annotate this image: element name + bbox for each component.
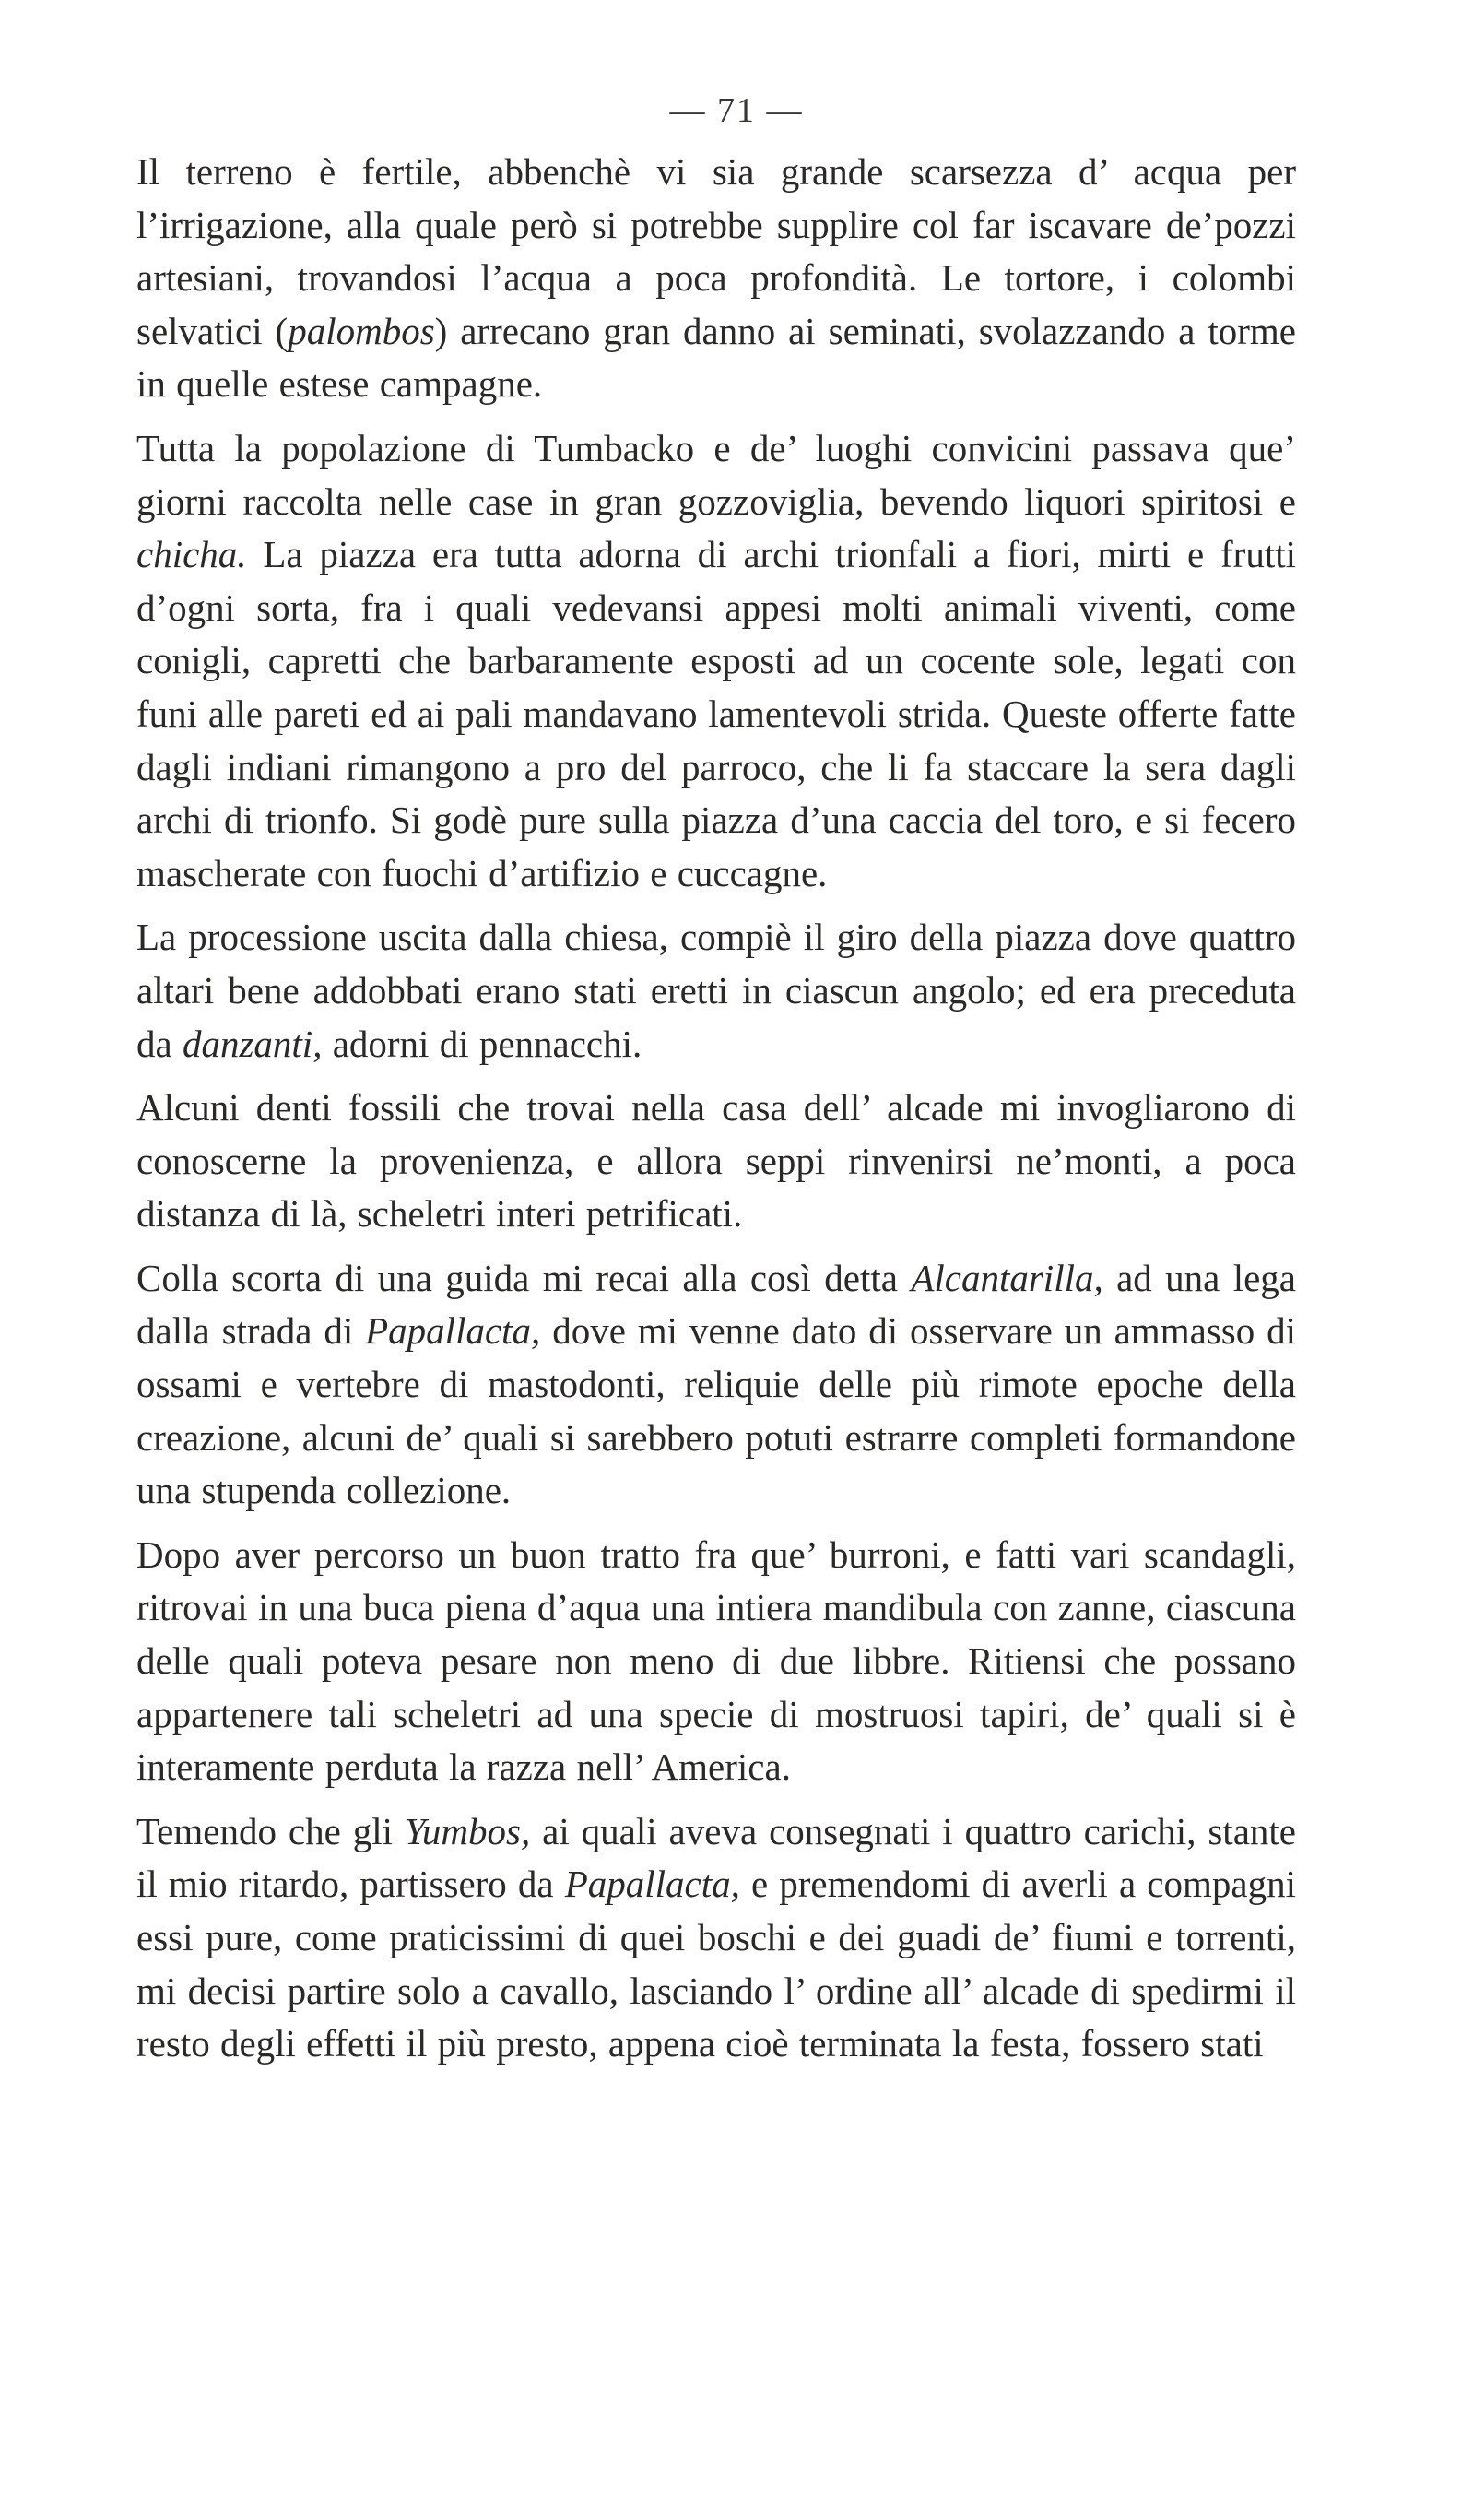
paragraph-3 <box>136 911 1296 1071</box>
text-run: Colla scorta di una guida mi recai alla così detta <box>136 1256 912 1299</box>
italic-term: Papallacta, <box>365 1309 541 1353</box>
text-run: dove mi venne dato di osservare un ammasso di ossami e vertebre di mastodonti, reliquie delle più rimote epoche della creazione, alcuni de’ quali si sarebbero potuti estrarre completi formandone una stupenda collezione. <box>136 1309 1296 1512</box>
paragraph-7 <box>136 1805 1296 2071</box>
italic-term: Yumbos, <box>404 1809 531 1852</box>
italic-term: Alcantarilla, <box>911 1256 1103 1299</box>
text-run: ad una lega dalla strada di <box>136 1256 1296 1353</box>
text-run: ai quali aveva consegnati i quattro carichi, stante il mio ritardo, partissero da <box>136 1809 1296 1906</box>
italic-term: palombos <box>288 309 435 352</box>
text-run: Il terreno è fertile, abbenchè vi sia grande scarsezza d’ acqua per l’irrigazione, alla quale però si potrebbe supplire col far iscavare de’pozzi artesiani, trovandosi l’acqua a poca profondità. Le tortore, i colombi selvatici ( <box>136 150 1296 352</box>
italic-term: chicha. <box>136 533 247 576</box>
page-number: — 71 — <box>669 91 804 130</box>
paragraph-2 <box>136 422 1296 900</box>
text-run: Temendo che gli <box>136 1809 405 1852</box>
paragraph-1 <box>136 146 1296 411</box>
text-run: Dopo aver percorso un buon tratto fra que’ burroni, e fatti vari scandagli, ritrovai in una buca piena d’aqua una intiera mandibula con zanne, ciascuna delle quali poteva pesare non meno di due libbre. Ritiensi che possano appartenere tali scheletri ad una specie di mostruosi tapiri, de’ quali si è interamente perduta la razza nell’ America. <box>136 1532 1296 1789</box>
text-run: La piazza era tutta adorna di archi trionfali a fiori, mirti e frutti d’ogni sorta, fra i quali vedevansi appesi molti animali viventi, come conigli, capretti che barbaramente esposti ad un cocente sole, legati con funi alle pareti ed ai pali mandavano lamentevoli strida. Queste offerte fatte dagli indiani rimangono a pro del parroco, che li fa staccare la sera dagli archi di trionfo. Si godè pure sulla piazza d’una caccia del toro, e si fecero mascherate con fuochi d’artifizio e cuccagne. <box>136 533 1296 894</box>
paragraph-6 <box>136 1529 1296 1794</box>
paragraph-4 <box>136 1082 1296 1241</box>
body-text <box>136 146 1296 2082</box>
text-run: Alcuni denti fossili che trovai nella casa dell’ alcade mi invogliarono di conoscerne la provenienza, e allora seppi rinvenirsi ne’monti, a poca distanza di là, scheletri interi petrificati. <box>136 1086 1296 1236</box>
italic-term: danzanti, <box>182 1022 323 1065</box>
text-run: adorni di pennacchi. <box>322 1022 642 1065</box>
paragraph-5 <box>136 1252 1296 1518</box>
italic-term: Papallacta, <box>564 1863 740 1906</box>
text-run: ) arrecano gran danno ai seminati, svolazzando a torme in quelle estese campagne. <box>136 309 1296 406</box>
text-run: La processione uscita dalla chiesa, compiè il giro della piazza dove quattro altari bene addobbati erano stati eretti in ciascun angolo; ed era preceduta da <box>136 916 1296 1065</box>
text-run: Tutta la popolazione di Tumbacko e de’ luoghi convicini passava que’ giorni raccolta nelle case in gran gozzoviglia, bevendo liquori spiritosi e <box>136 426 1296 523</box>
text-run: e premendomi di averli a compagni essi pure, come praticissimi di quei boschi e dei guadi de’ fiumi e torrenti, mi decisi partire solo a cavallo, lasciando l’ ordine all’ alcade di spedirmi il resto degli effetti il più presto, appena cioè terminata la festa, fossero stati <box>136 1863 1296 2065</box>
